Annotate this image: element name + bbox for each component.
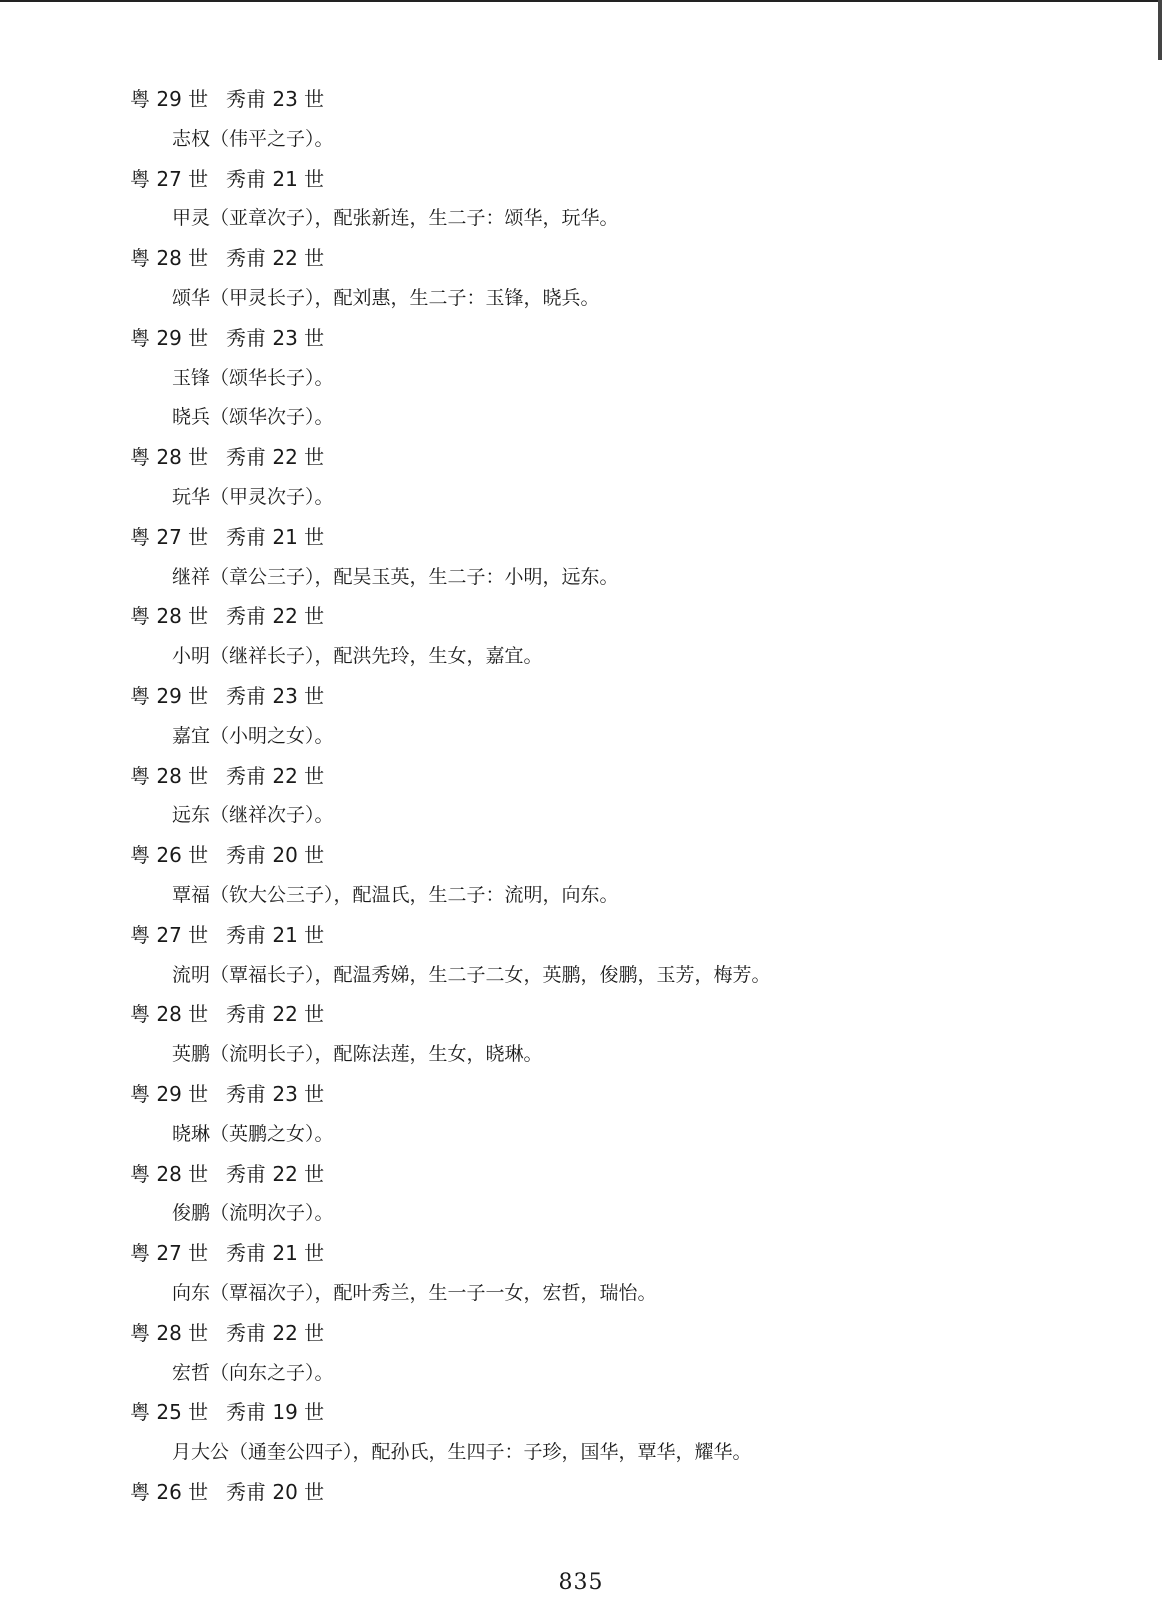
yue-generation-label: 粤 28 世 — [130, 1002, 209, 1027]
generation-heading — [130, 80, 1090, 120]
person-entry: 向东（覃福次子），配叶秀兰，生一子一女，宏哲，瑞怡。 — [172, 1281, 657, 1304]
generation-heading — [130, 1473, 1090, 1513]
generation-heading — [130, 677, 1090, 717]
yue-generation-label: 粤 29 世 — [130, 683, 209, 708]
person-entry: 晓兵（颂华次子）。 — [172, 406, 334, 429]
generation-heading — [130, 757, 1090, 797]
xiufu-generation-label: 秀甫 21 世 — [226, 166, 325, 191]
person-entry: 远东（继祥次子）。 — [172, 804, 334, 827]
generation-heading — [130, 160, 1090, 200]
xiufu-generation-label: 秀甫 23 世 — [226, 325, 325, 350]
person-entry: 嘉宜（小明之女）。 — [172, 724, 334, 747]
person-entry: 英鹏（流明长子），配陈法莲，生女，晓琳。 — [172, 1043, 543, 1066]
xiufu-generation-label: 秀甫 21 世 — [226, 524, 325, 549]
yue-generation-label: 粤 27 世 — [130, 922, 209, 947]
generation-heading — [130, 239, 1090, 279]
person-entry: 晓琳（英鹏之女）。 — [172, 1122, 334, 1145]
xiufu-generation-label: 秀甫 22 世 — [226, 604, 325, 629]
page-number: 835 — [558, 1570, 604, 1595]
person-entry: 覃福（钦大公三子），配温氏，生二子：流明，向东。 — [172, 883, 619, 906]
person-entry: 玉锋（颂华长子）。 — [172, 366, 334, 389]
xiufu-generation-label: 秀甫 22 世 — [226, 1320, 325, 1345]
generation-heading — [130, 518, 1090, 558]
generation-heading — [130, 916, 1090, 956]
yue-generation-label: 粤 28 世 — [130, 1161, 209, 1186]
scan-top-edge — [0, 0, 1162, 2]
generation-heading — [130, 1075, 1090, 1115]
generation-heading — [130, 1314, 1090, 1354]
yue-generation-label: 粤 27 世 — [130, 1241, 209, 1266]
yue-generation-label: 粤 28 世 — [130, 246, 209, 271]
xiufu-generation-label: 秀甫 20 世 — [226, 1479, 325, 1504]
genealogy-text-body — [130, 80, 1090, 1513]
xiufu-generation-label: 秀甫 19 世 — [226, 1400, 325, 1425]
yue-generation-label: 粤 29 世 — [130, 87, 209, 111]
xiufu-generation-label: 秀甫 22 世 — [226, 1161, 325, 1186]
person-entry: 志权（伟平之子）。 — [172, 127, 334, 150]
generation-heading — [130, 836, 1090, 876]
xiufu-generation-label: 秀甫 21 世 — [226, 922, 325, 947]
person-entry: 玩华（甲灵次子）。 — [172, 485, 334, 508]
generation-heading — [130, 1234, 1090, 1274]
yue-generation-label: 粤 27 世 — [130, 524, 209, 549]
generation-heading — [130, 1155, 1090, 1195]
xiufu-generation-label: 秀甫 23 世 — [226, 1081, 325, 1106]
person-entry: 继祥（章公三子），配吴玉英，生二子：小明，远东。 — [172, 565, 619, 588]
yue-generation-label: 粤 26 世 — [130, 1479, 209, 1504]
xiufu-generation-label: 秀甫 22 世 — [226, 763, 325, 788]
yue-generation-label: 粤 28 世 — [130, 604, 209, 629]
person-entry: 宏哲（向东之子）。 — [172, 1361, 334, 1384]
yue-generation-label: 粤 29 世 — [130, 1081, 209, 1106]
person-entry: 流明（覃福长子），配温秀娣，生二子二女，英鹏，俊鹏，玉芳，梅芳。 — [172, 963, 771, 986]
xiufu-generation-label: 秀甫 21 世 — [226, 1241, 325, 1266]
xiufu-generation-label: 秀甫 22 世 — [226, 1002, 325, 1027]
generation-heading — [130, 1393, 1090, 1433]
generation-heading — [130, 319, 1090, 359]
yue-generation-label: 粤 25 世 — [130, 1400, 209, 1425]
yue-generation-label: 粤 29 世 — [130, 325, 209, 350]
person-entry: 俊鹏（流明次子）。 — [172, 1202, 334, 1225]
yue-generation-label: 粤 26 世 — [130, 843, 209, 868]
generation-heading — [130, 597, 1090, 637]
person-entry: 小明（继祥长子），配洪先玲，生女，嘉宜。 — [172, 645, 543, 668]
xiufu-generation-label: 秀甫 23 世 — [226, 87, 325, 111]
person-entry: 月大公（通奎公四子），配孙氏，生四子：子珍，国华，覃华，耀华。 — [172, 1441, 752, 1464]
xiufu-generation-label: 秀甫 22 世 — [226, 246, 325, 271]
yue-generation-label: 粤 28 世 — [130, 1320, 209, 1345]
yue-generation-label: 粤 27 世 — [130, 166, 209, 191]
person-entry: 颂华（甲灵长子），配刘惠，生二子：玉锋，晓兵。 — [172, 286, 600, 309]
xiufu-generation-label: 秀甫 22 世 — [226, 445, 325, 470]
xiufu-generation-label: 秀甫 20 世 — [226, 843, 325, 868]
generation-heading — [130, 995, 1090, 1035]
yue-generation-label: 粤 28 世 — [130, 763, 209, 788]
yue-generation-label: 粤 28 世 — [130, 445, 209, 470]
scan-right-edge — [1158, 0, 1162, 60]
generation-heading — [130, 438, 1090, 478]
xiufu-generation-label: 秀甫 23 世 — [226, 683, 325, 708]
person-entry: 甲灵（亚章次子），配张新连，生二子：颂华，玩华。 — [172, 207, 619, 230]
